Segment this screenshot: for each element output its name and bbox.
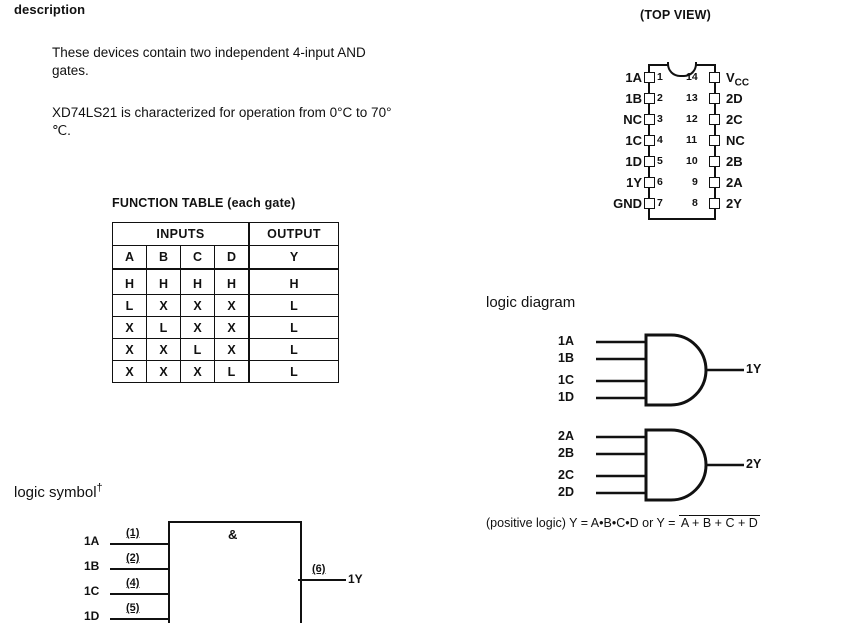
cell-b: L: [147, 317, 181, 339]
description-paragraph-1: These devices contain two independent 4-input AND gates.: [52, 45, 366, 78]
description-paragraph-2: XD74LS21 is characterized for operation from 0°C to 70°℃.: [52, 105, 392, 138]
pin-box-10: [709, 156, 720, 167]
pin-number-6: 6: [657, 176, 663, 188]
eq-term-d: D: [748, 516, 758, 530]
pin-number-13: 13: [686, 92, 698, 104]
pin-label-2d: 2D: [726, 91, 743, 106]
cell-b: X: [147, 295, 181, 317]
cell-d: X: [215, 317, 250, 339]
logic-symbol-and-glyph: &: [228, 527, 238, 542]
and-gates-svg: [586, 330, 836, 510]
function-table: [112, 222, 339, 383]
logic-equation-body: [679, 515, 760, 530]
function-table-col-a: A: [113, 246, 147, 270]
pin-label-2y: 2Y: [726, 196, 742, 211]
cell-a: H: [113, 269, 147, 295]
pin-number-7: 7: [657, 197, 663, 209]
dagger-marker: †: [96, 482, 103, 494]
cell-y: H: [249, 269, 339, 295]
cell-c: X: [181, 317, 215, 339]
logic-symbol-wire-out: [298, 579, 346, 581]
logic-symbol-wire-1a: [110, 543, 168, 545]
pin-number-8: 8: [692, 197, 698, 209]
pin-label-vcc: $V_{CC}$: [726, 70, 750, 89]
pin-box-5: [644, 156, 655, 167]
pin-label-2b: 2B: [726, 154, 743, 169]
logic-diagram-input-1d: 1D: [558, 390, 574, 404]
cell-d: X: [215, 295, 250, 317]
pin-box-8: [709, 198, 720, 209]
logic-symbol-pin-1: (1): [126, 527, 140, 539]
pin-box-3: [644, 114, 655, 125]
cell-y: L: [249, 339, 339, 361]
and-gate-1-shape: [646, 335, 706, 405]
pin-box-11: [709, 135, 720, 146]
logic-symbol-input-1c: 1C: [84, 584, 100, 598]
logic-symbol-output-pin-6: (6): [312, 563, 326, 575]
logic-diagram-title: logic diagram: [486, 294, 576, 311]
pin-number-1: 1: [657, 71, 663, 83]
function-table-col-d: D: [215, 246, 250, 270]
function-table-title: FUNCTION TABLE (each gate): [112, 196, 296, 210]
logic-diagram-output-1y: 1Y: [746, 362, 762, 376]
cell-b: X: [147, 361, 181, 383]
logic-symbol-input-1a: 1A: [84, 534, 100, 548]
pin-label-2c: 2C: [726, 112, 743, 127]
pin-box-1: [644, 72, 655, 83]
pin-box-6: [644, 177, 655, 188]
logic-diagram-output-2y: 2Y: [746, 457, 762, 471]
logic-diagram-input-2c: 2C: [558, 468, 574, 482]
pin-number-12: 12: [686, 113, 698, 125]
description-heading: description: [14, 2, 86, 17]
function-table-group-inputs: INPUTS: [113, 223, 250, 246]
cell-b: X: [147, 339, 181, 361]
eq-op-2: +: [714, 516, 722, 530]
cell-d: X: [215, 339, 250, 361]
function-table-group-output: OUTPUT: [249, 223, 339, 246]
logic-diagram-input-2d: 2D: [558, 485, 574, 499]
pin-box-12: [709, 114, 720, 125]
eq-op-1: +: [692, 516, 700, 530]
pin-number-11: 11: [686, 134, 698, 146]
logic-symbol-wire-1b: [110, 568, 168, 570]
function-table-col-c: C: [181, 246, 215, 270]
cell-b: H: [147, 269, 181, 295]
pin-box-14: [709, 72, 720, 83]
cell-a: X: [113, 361, 147, 383]
pin-number-9: 9: [692, 176, 698, 188]
logic-diagram-input-1b: 1B: [558, 351, 574, 365]
cell-d: L: [215, 361, 250, 383]
logic-symbol-wire-1d: [110, 618, 168, 620]
pin-box-2: [644, 93, 655, 104]
cell-a: X: [113, 317, 147, 339]
pin-box-4: [644, 135, 655, 146]
pin-number-2: 2: [657, 92, 663, 104]
pin-number-14: 14: [686, 71, 698, 83]
logic-equation: [486, 515, 760, 530]
eq-term-a: A: [680, 516, 689, 530]
logic-equation-prefix: (positive logic) Y = A•B•C•D or Y =: [486, 516, 676, 530]
cell-c: X: [181, 361, 215, 383]
function-table-col-y: Y: [249, 246, 339, 270]
pin-box-7: [644, 198, 655, 209]
cell-a: X: [113, 339, 147, 361]
logic-symbol-wire-1c: [110, 593, 168, 595]
logic-symbol-pin-2: (2): [126, 552, 140, 564]
logic-diagram-graphic: [586, 330, 836, 515]
cell-c: H: [181, 269, 215, 295]
logic-symbol-input-1d: 1D: [84, 609, 100, 623]
pin-label-nc-11: NC: [726, 133, 745, 148]
eq-term-b: B: [702, 516, 712, 530]
pin-number-3: 3: [657, 113, 663, 125]
pin-number-5: 5: [657, 155, 663, 167]
package-top-view-title: (TOP VIEW): [640, 8, 711, 22]
logic-symbol-output-1y: 1Y: [348, 572, 363, 586]
function-table-col-b: B: [147, 246, 181, 270]
pin-label-gnd: GND: [613, 196, 642, 211]
table-row: [113, 361, 339, 383]
logic-diagram-input-1c: 1C: [558, 373, 574, 387]
pin-label-1b: 1B: [625, 91, 642, 106]
logic-symbol-title: [14, 482, 103, 501]
vcc-subscript: CC: [734, 77, 750, 89]
logic-symbol-input-1b: 1B: [84, 559, 100, 573]
cell-c: L: [181, 339, 215, 361]
eq-op-3: +: [737, 516, 746, 530]
pin-label-1c: 1C: [625, 133, 642, 148]
pin-label-1d: 1D: [625, 154, 642, 169]
cell-y: L: [249, 295, 339, 317]
pin-label-1a: 1A: [625, 70, 642, 85]
table-row: [113, 317, 339, 339]
table-row: [113, 295, 339, 317]
logic-diagram-input-2b: 2B: [558, 446, 574, 460]
and-gate-2-shape: [646, 430, 706, 500]
logic-diagram-input-1a: 1A: [558, 334, 574, 348]
pin-label-nc-3: NC: [623, 112, 642, 127]
cell-a: L: [113, 295, 147, 317]
logic-symbol-pin-5: (5): [126, 602, 140, 614]
cell-c: X: [181, 295, 215, 317]
pin-box-9: [709, 177, 720, 188]
pin-number-10: 10: [686, 155, 698, 167]
logic-symbol-pin-4: (4): [126, 577, 140, 589]
cell-d: H: [215, 269, 250, 295]
logic-symbol-title-text: logic symbol: [14, 484, 97, 501]
cell-y: L: [249, 361, 339, 383]
table-row: [113, 269, 339, 295]
pin-box-13: [709, 93, 720, 104]
pin-label-1y: 1Y: [626, 175, 642, 190]
pin-number-4: 4: [657, 134, 663, 146]
table-row: [113, 339, 339, 361]
logic-diagram-input-2a: 2A: [558, 429, 574, 443]
eq-term-c: C: [725, 516, 735, 530]
cell-y: L: [249, 317, 339, 339]
pin-label-2a: 2A: [726, 175, 743, 190]
